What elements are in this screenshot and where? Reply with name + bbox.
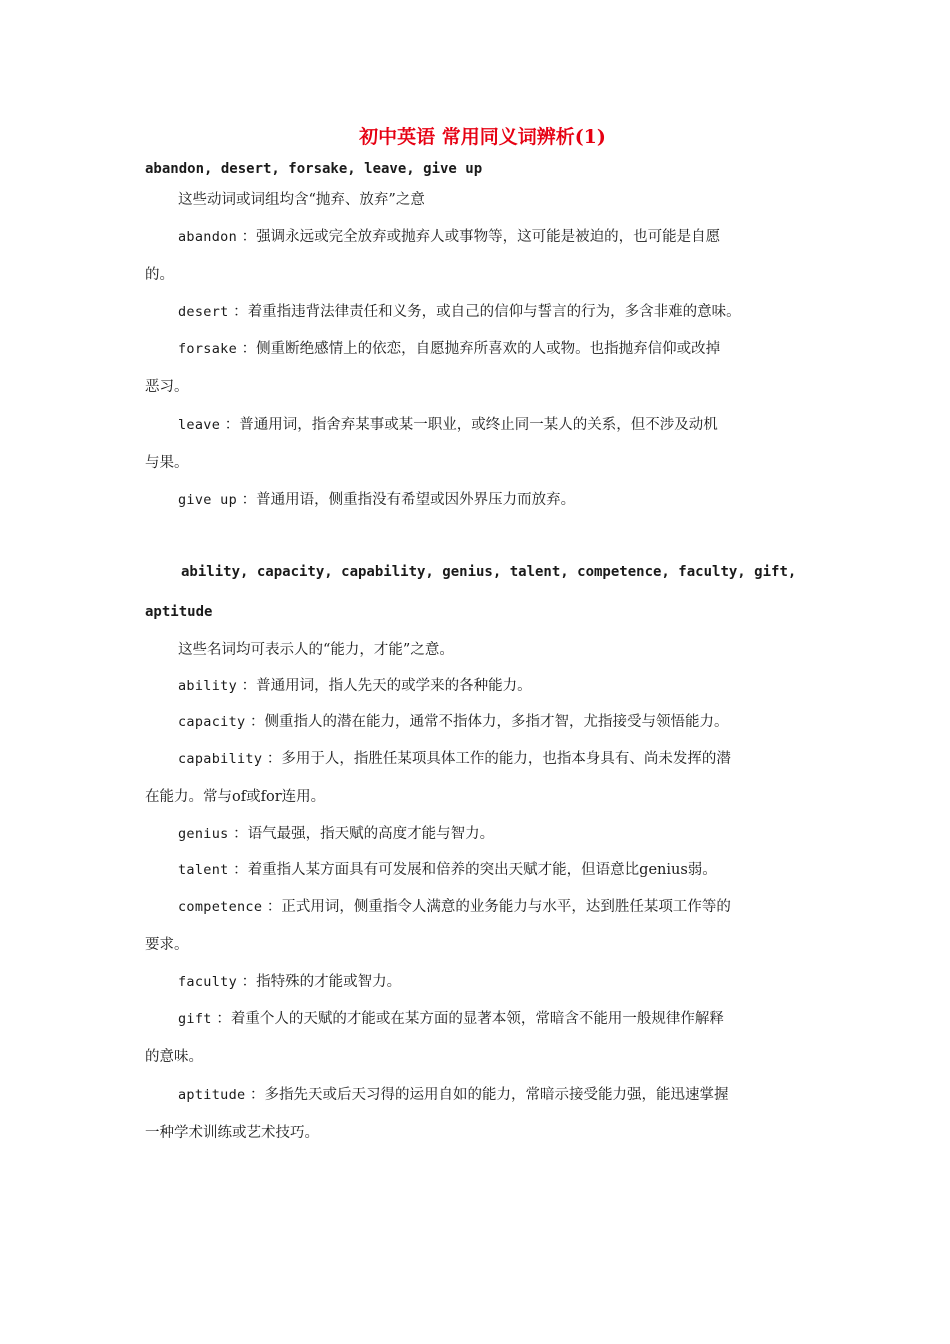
entry-talent [145, 852, 810, 888]
entry-term: desert [178, 304, 229, 320]
entry-abandon [145, 218, 810, 294]
entry-term: ability [178, 678, 237, 694]
section-spacer [145, 518, 810, 552]
section-intro: 这些名词均可表示人的“能力，才能”之意。 [178, 642, 454, 658]
entry-separator: ： [237, 492, 257, 508]
entry-term: faculty [178, 974, 237, 990]
entry-separator: ： [228, 304, 248, 320]
entry-definition: 着重指违背法律责任和义务，或自己的信仰与誓言的行为，多含非难的意味。 [247, 304, 741, 320]
entry-term: capability [178, 751, 263, 767]
entry-definition: 侧重断绝感情上的依恋，自愿抛弃所喜欢的人或物。也指抛弃信仰或改掉 [256, 341, 721, 357]
section-heading: abandon, desert, forsake, leave, give up [145, 161, 483, 177]
entry-gift [145, 1000, 810, 1076]
entry-aptitude [145, 1076, 810, 1152]
entry-term: forsake [178, 341, 237, 357]
entry-separator: ： [237, 678, 257, 694]
entry-definition: 多用于人，指胜任某项具体工作的能力，也指本身具有、尚未发挥的潜 [281, 751, 731, 767]
entry-definition: 指特殊的才能或智力。 [256, 974, 402, 990]
entry-capability [145, 740, 810, 816]
section-intro: 这些动词或词组均含“抛弃、放弃”之意 [178, 192, 425, 208]
entry-definition-continued: 要求。 [145, 937, 189, 953]
section-heading: ability, capacity, capability, genius, talent, competence, faculty, gift, [181, 564, 797, 580]
entry-definition: 普通用语，侧重指没有希望或因外界压力而放弃。 [256, 492, 576, 508]
section-abandon [145, 156, 810, 518]
entry-term: capacity [178, 714, 246, 730]
entry-definition: 普通用词，指人先天的或学来的各种能力。 [256, 678, 532, 694]
entry-definition: 强调永远或完全放弃或抛弃人或事物等，这可能是被迫的，也可能是自愿 [256, 229, 721, 245]
entry-definition-continued: 的意味。 [145, 1049, 203, 1065]
entry-separator: ： [245, 714, 265, 730]
entry-definition-continued: 在能力。常与of或for连用。 [145, 789, 326, 805]
entry-term: genius [178, 826, 229, 842]
entry-separator: ： [245, 1087, 265, 1103]
entry-term: abandon [178, 229, 237, 245]
entry-term: aptitude [178, 1087, 246, 1103]
entry-genius [145, 816, 810, 852]
entry-separator: ： [237, 974, 257, 990]
entry-capacity [145, 704, 810, 740]
entry-definition-continued: 与果。 [145, 455, 189, 471]
entry-separator: ： [262, 751, 282, 767]
entry-term: competence [178, 899, 263, 915]
entry-separator: ： [237, 229, 257, 245]
entry-definition: 语气最强，指天赋的高度才能与智力。 [247, 826, 495, 842]
document-title: 初中英语 常用同义词辨析(1) [359, 126, 606, 148]
document-page [145, 118, 810, 1152]
entry-separator: ： [220, 417, 240, 433]
entry-separator: ： [262, 899, 282, 915]
entry-competence [145, 888, 810, 964]
entry-separator: ： [211, 1011, 231, 1027]
entry-term: leave [178, 417, 221, 433]
entry-definition: 着重个人的天赋的才能或在某方面的显著本领，常暗含不能用一般规律作解释 [230, 1011, 724, 1027]
section-heading-continued: aptitude [145, 604, 213, 620]
entry-definition: 正式用词，侧重指令人满意的业务能力与水平，达到胜任某项工作等的 [281, 899, 731, 915]
entry-term: give up [178, 492, 237, 508]
entry-definition-continued: 的。 [145, 267, 174, 283]
entry-definition: 多指先天或后天习得的运用自如的能力，常暗示接受能力强，能迅速掌握 [264, 1087, 729, 1103]
entry-ability [145, 668, 810, 704]
entry-definition-continued: 恶习。 [145, 379, 189, 395]
entry-term: talent [178, 862, 229, 878]
entry-definition: 侧重指人的潜在能力，通常不指体力，多指才智，尤指接受与领悟能力。 [264, 714, 729, 730]
entry-separator: ： [237, 341, 257, 357]
entry-separator: ： [228, 826, 248, 842]
entry-desert [145, 294, 810, 330]
section-ability [145, 552, 810, 1152]
entry-term: gift [178, 1011, 212, 1027]
entry-leave [145, 406, 810, 482]
entry-definition: 普通用词，指舍弃某事或某一职业，或终止同一某人的关系，但不涉及动机 [239, 417, 718, 433]
entry-separator: ： [228, 862, 248, 878]
entry-definition: 着重指人某方面具有可发展和倍养的突出天赋才能，但语意比genius弱。 [247, 862, 717, 878]
entry-definition-continued: 一种学术训练或艺术技巧。 [145, 1125, 319, 1141]
entry-faculty [145, 964, 810, 1000]
entry-forsake [145, 330, 810, 406]
entry-give-up [145, 482, 810, 518]
